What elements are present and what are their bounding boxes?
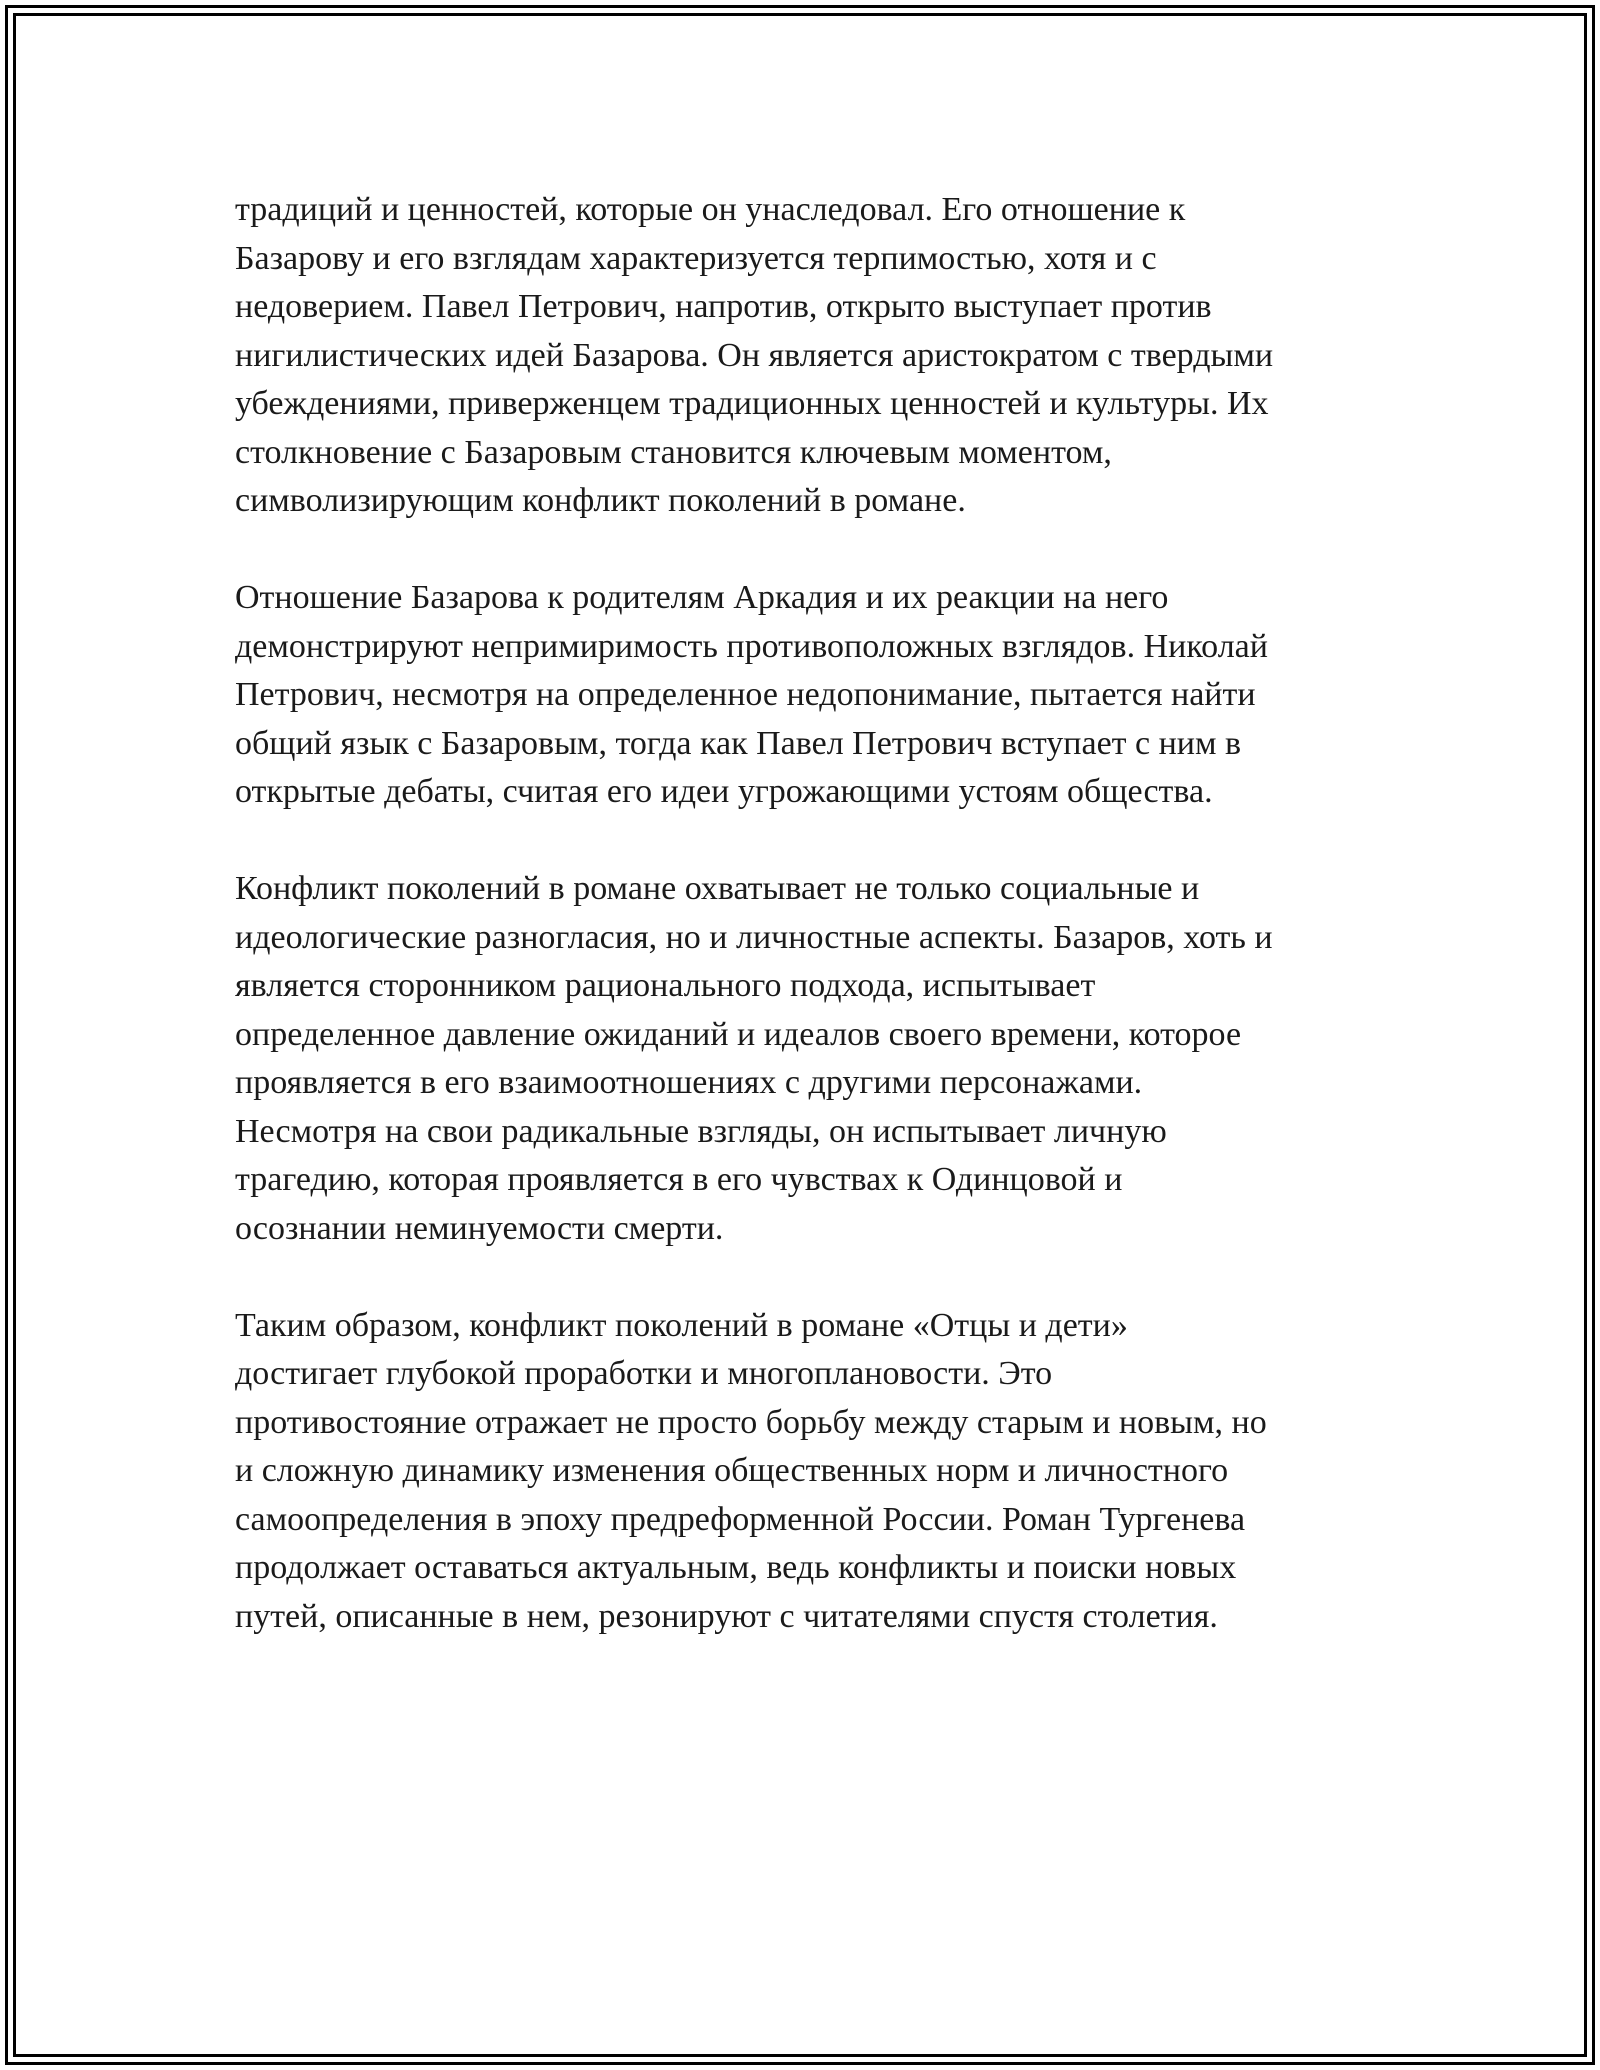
paragraph-3 — [235, 865, 1385, 1253]
text-line: столкновение с Базаровым становится ключевым моментом, — [235, 433, 1112, 471]
text-line: является сторонником рационального подхода, испытывает — [235, 967, 1096, 1004]
paragraph-2 — [235, 574, 1385, 817]
text-line: недоверием. Павел Петрович, напротив, открыто выступает против — [235, 288, 1212, 325]
text-line: убеждениями, приверженцем традиционных ценностей и культуры. Их — [235, 385, 1269, 422]
text-line: Базарову и его взглядам характеризуется терпимостью, хотя и с — [235, 239, 1157, 277]
text-line: осознании неминуемости смерти. — [235, 1209, 724, 1247]
document-body — [235, 186, 1385, 1690]
text-line: нигилистических идей Базарова. Он является аристократом с твердыми — [235, 336, 1274, 374]
text-line: символизирующим конфликт поколений в романе. — [235, 482, 966, 519]
text-line: идеологические разногласия, но и личностные аспекты. Базаров, хоть и — [235, 918, 1273, 956]
text-line: продолжает оставаться актуальным, ведь конфликты и поиски новых — [235, 1549, 1237, 1586]
text-line: открытые дебаты, считая его идеи угрожающими устоям общества. — [235, 773, 1213, 810]
text-line: трагедию, которая проявляется в его чувствах к Одинцовой и — [235, 1161, 1123, 1198]
text-line: Конфликт поколений в романе охватывает не только социальные и — [235, 870, 1200, 907]
text-line: и сложную динамику изменения общественных норм и личностного — [235, 1452, 1229, 1489]
text-line: традиций и ценностей, которые он унаследовал. Его отношение к — [235, 191, 1186, 228]
paragraph-1 — [235, 186, 1385, 526]
text-line: Несмотря на свои радикальные взгляды, он испытывает личную — [235, 1112, 1167, 1150]
text-line: общий язык с Базаровым, тогда как Павел Петрович вступает с ним в — [235, 724, 1242, 762]
text-line: самоопределения в эпоху предреформенной России. Роман Тургенева — [235, 1500, 1246, 1538]
text-line: Отношение Базарова к родителям Аркадия и их реакции на него — [235, 579, 1169, 616]
text-line: демонстрируют непримиримость противоположных взглядов. Николай — [235, 627, 1268, 665]
text-line: проявляется в его взаимоотношениях с другими персонажами. — [235, 1064, 1143, 1101]
text-line: противостояние отражает не просто борьбу между старым и новым, но — [235, 1403, 1267, 1441]
paragraph-4 — [235, 1302, 1385, 1642]
text-line: достигает глубокой проработки и многоплановости. Это — [235, 1355, 1053, 1392]
text-line: определенное давление ожиданий и идеалов своего времени, которое — [235, 1015, 1242, 1053]
text-line: Петрович, несмотря на определенное недопонимание, пытается найти — [235, 676, 1256, 713]
text-line: путей, описанные в нем, резонируют с читателями спустя столетия. — [235, 1597, 1218, 1635]
text-line: Таким образом, конфликт поколений в романе «Отцы и дети» — [235, 1306, 1128, 1344]
